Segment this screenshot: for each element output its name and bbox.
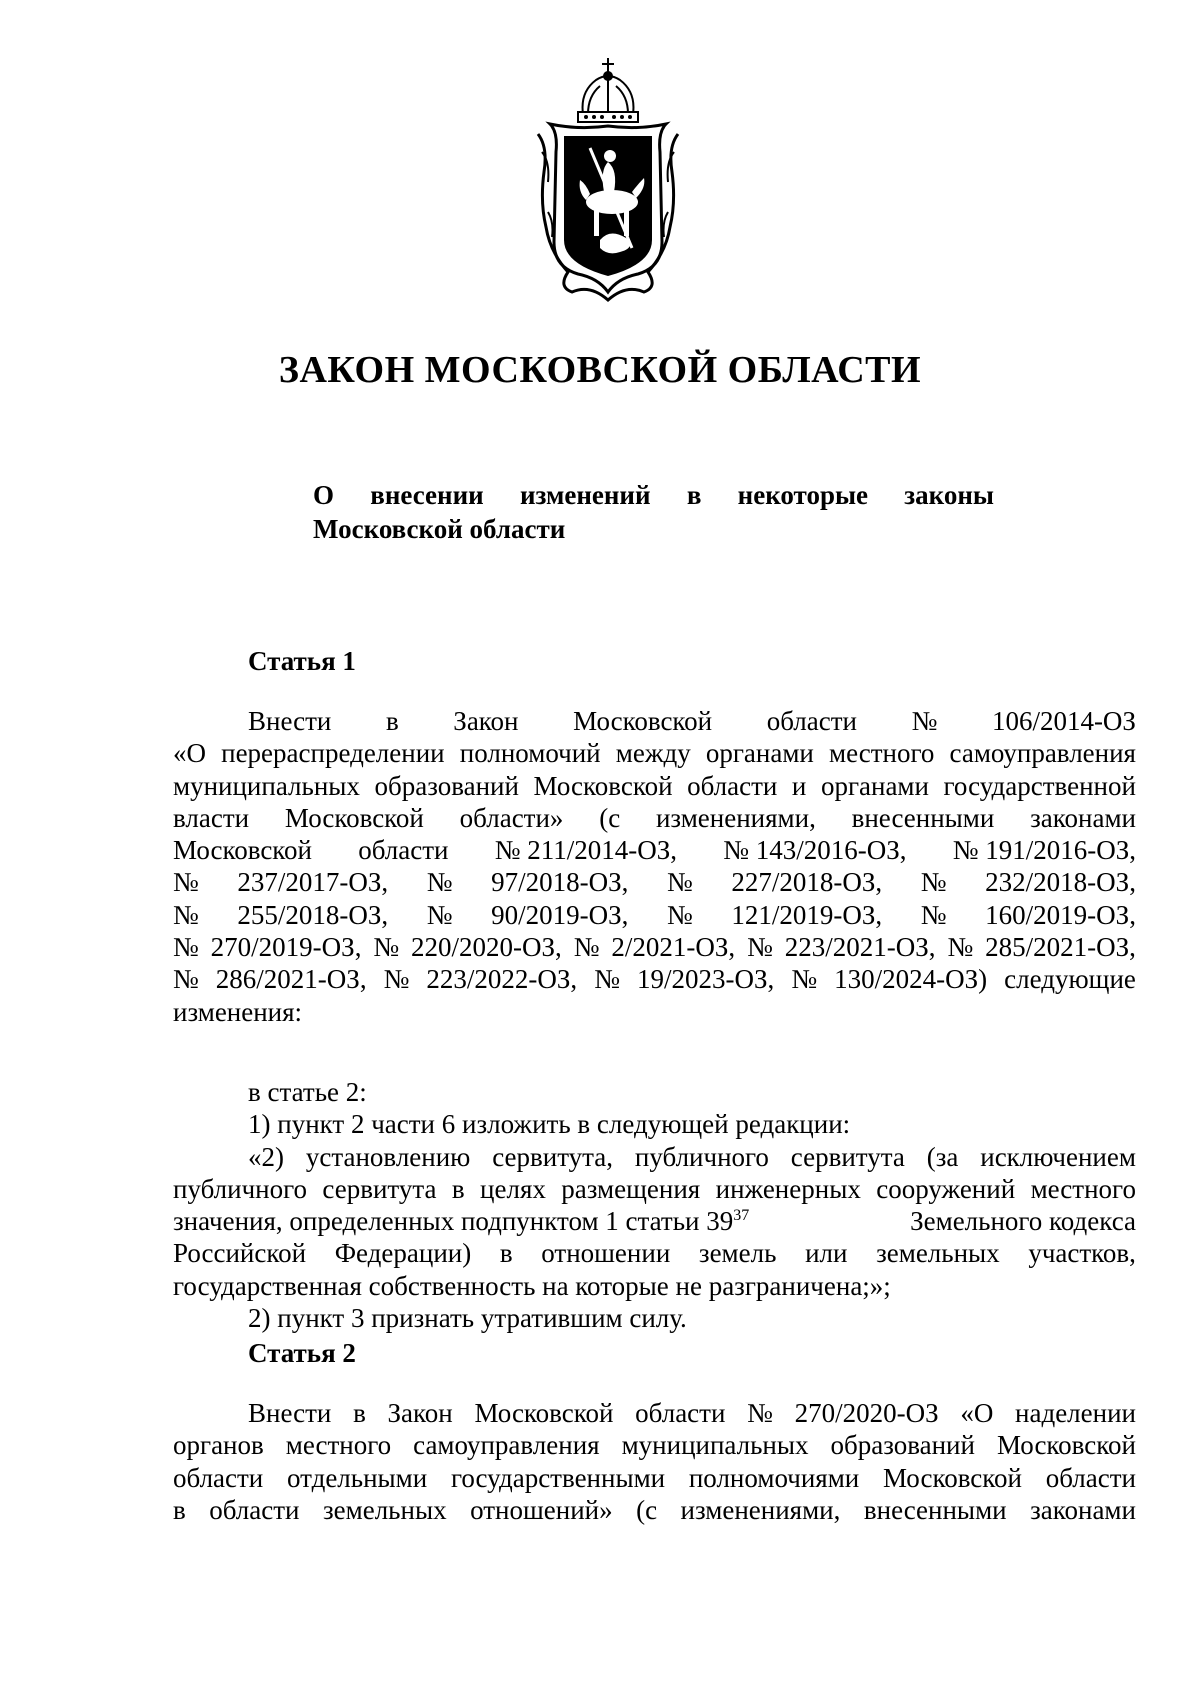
word: 270/2020-ОЗ xyxy=(794,1398,939,1428)
intro-word: 106/2014-ОЗ xyxy=(991,706,1136,736)
word: земельных xyxy=(322,1494,447,1525)
intro-word: в xyxy=(385,706,399,736)
word: местного xyxy=(1030,1173,1136,1204)
word: установлению xyxy=(305,1141,471,1172)
word: образований xyxy=(374,770,519,801)
word: № xyxy=(173,964,199,995)
word: отношении xyxy=(541,1238,671,1269)
intro-word: № xyxy=(920,867,947,898)
word: отдельными xyxy=(287,1462,428,1493)
article-1-intro xyxy=(173,705,1136,1028)
quote-text xyxy=(173,1205,749,1237)
article-2-line xyxy=(173,1429,1136,1461)
word: области xyxy=(687,770,778,801)
word: самоуправления xyxy=(949,738,1136,769)
subject-word: О xyxy=(313,480,335,510)
article-1-intro-line: изменения: xyxy=(173,996,303,1027)
coat-of-arms-emblem xyxy=(528,52,688,302)
word: публичного xyxy=(173,1173,308,1204)
word: области xyxy=(635,1398,726,1428)
word: государственными xyxy=(450,1462,666,1493)
word: в xyxy=(353,1398,366,1428)
intro-word: 237/2017-ОЗ, xyxy=(237,867,389,898)
article-1-intro-line xyxy=(173,834,1136,866)
word: внесенными xyxy=(863,1494,1007,1525)
word: № xyxy=(791,964,818,995)
word: Внести xyxy=(248,1398,332,1428)
word: и xyxy=(791,770,807,801)
item-1: 1) пункт 2 части 6 изложить в следующей редакции: xyxy=(248,1109,851,1140)
word: 223/2022-ОЗ, xyxy=(426,964,578,995)
intro-word: 121/2019-ОЗ, xyxy=(731,899,883,930)
word: области xyxy=(1045,1462,1136,1493)
word: сервитута xyxy=(322,1173,437,1204)
word: изменениями, xyxy=(680,1494,841,1525)
quote-line xyxy=(173,1173,1136,1205)
article-1-intro-line xyxy=(173,899,1136,931)
word: законами xyxy=(1030,1494,1136,1525)
word: самоуправления xyxy=(413,1430,600,1461)
word: Московской xyxy=(474,1398,614,1428)
intro-word: № xyxy=(667,867,693,898)
word: исключением xyxy=(980,1141,1136,1172)
word: публичного xyxy=(634,1141,769,1172)
intro-word: № xyxy=(667,899,693,930)
intro-word: № xyxy=(911,706,938,736)
word: или xyxy=(805,1238,848,1269)
word: 19/2023-ОЗ, xyxy=(637,964,775,995)
law-title: ЗАКОН МОСКОВСКОЙ ОБЛАСТИ xyxy=(278,349,922,391)
intro-word: внесенными xyxy=(851,802,995,833)
word: № xyxy=(173,932,199,963)
word: государственной xyxy=(943,770,1136,801)
intro-word: 255/2018-ОЗ, xyxy=(237,899,389,930)
word: № xyxy=(947,932,974,963)
intro-word: 160/2019-ОЗ, xyxy=(985,899,1136,930)
word: № xyxy=(373,932,400,963)
intro-word: Московской xyxy=(173,835,313,866)
word: размещения xyxy=(561,1173,701,1204)
subject-word: в xyxy=(686,480,702,510)
article-1-intro-line xyxy=(173,963,1136,995)
intro-word: области» xyxy=(459,802,564,833)
word: Закон xyxy=(387,1398,453,1428)
word: Федерации) xyxy=(334,1238,472,1269)
intro-word: Московской xyxy=(573,706,713,736)
intro-word: (с xyxy=(599,802,621,833)
word: полномочий xyxy=(459,738,601,769)
word: образований xyxy=(830,1430,975,1461)
word: (с xyxy=(636,1494,658,1525)
word: Московской xyxy=(533,770,673,801)
word: № xyxy=(573,932,600,963)
word: 223/2021-ОЗ, xyxy=(784,932,936,963)
intro-word: власти xyxy=(173,802,250,833)
quote-line xyxy=(173,1205,1136,1237)
intro-word: области xyxy=(766,706,857,736)
article-2-line xyxy=(173,1462,1136,1494)
word: сервитута xyxy=(790,1141,905,1172)
article-1-intro-line xyxy=(173,737,1136,769)
intro-word: Московской xyxy=(284,802,424,833)
intro-word: области xyxy=(358,835,449,866)
word: отношений» xyxy=(470,1494,613,1525)
law-subject-line-2: Московской области xyxy=(313,514,566,544)
word: следующие xyxy=(1004,964,1136,995)
subject-word: внесении xyxy=(370,480,484,510)
word: 220/2020-ОЗ, xyxy=(411,932,562,963)
article-1-intro-line xyxy=(173,770,1136,802)
word: местного xyxy=(829,738,935,769)
article-1-intro-line xyxy=(173,705,1136,737)
in-article-line: в статье 2: xyxy=(248,1077,367,1107)
word: органами xyxy=(820,770,929,801)
word: (за xyxy=(926,1141,959,1172)
word: муниципальных xyxy=(621,1430,809,1461)
superscript: 37 xyxy=(733,1207,750,1225)
quote-text: Земельного кодекса xyxy=(910,1206,1136,1237)
intro-word: 97/2018-ОЗ, xyxy=(491,867,629,898)
intro-word: № 211/2014-ОЗ, xyxy=(494,835,677,866)
word: сооружений xyxy=(876,1173,1016,1204)
word: земельных xyxy=(876,1238,1000,1269)
intro-word: № xyxy=(426,899,453,930)
article-2-line xyxy=(173,1494,1136,1526)
word: в xyxy=(499,1238,513,1269)
word: Московской xyxy=(996,1430,1136,1461)
word: местного xyxy=(285,1430,392,1461)
word: в xyxy=(451,1173,465,1204)
law-subject xyxy=(313,478,994,546)
article-2-heading: Статья 2 xyxy=(248,1338,356,1368)
word: 286/2021-ОЗ, xyxy=(215,964,367,995)
word: полномочиями xyxy=(688,1462,860,1493)
word: 2/2021-ОЗ, xyxy=(611,932,736,963)
article-1-heading: Статья 1 xyxy=(248,646,356,676)
article-2-text xyxy=(173,1397,1136,1526)
word: № xyxy=(747,932,773,963)
quote-line xyxy=(173,1141,1136,1173)
word: между xyxy=(615,738,691,769)
intro-word: № xyxy=(173,899,199,930)
intro-word: № xyxy=(426,867,453,898)
article-1-intro-line xyxy=(173,931,1136,963)
subject-word: некоторые xyxy=(737,480,869,510)
subject-word: законы xyxy=(904,480,994,510)
word: в xyxy=(173,1494,186,1525)
word: 270/2019-ОЗ, xyxy=(210,932,362,963)
word: № xyxy=(747,1398,773,1428)
intro-word: № 143/2016-ОЗ, xyxy=(723,835,907,866)
intro-word: 227/2018-ОЗ, xyxy=(731,867,883,898)
word: перераспределении xyxy=(221,738,445,769)
intro-word: законами xyxy=(1030,802,1136,833)
quote-line xyxy=(173,1237,1136,1269)
intro-word: 232/2018-ОЗ, xyxy=(985,867,1136,898)
intro-word: Закон xyxy=(453,706,519,736)
word: органами xyxy=(705,738,814,769)
intro-word: № xyxy=(920,899,947,930)
intro-word: № xyxy=(173,867,199,898)
article-1-amendments xyxy=(173,1076,1136,1334)
subject-word: изменений xyxy=(519,480,651,510)
item-2: 2) пункт 3 признать утратившим силу. xyxy=(248,1303,687,1334)
intro-word: изменениями, xyxy=(655,802,816,833)
word: 285/2021-ОЗ, xyxy=(985,932,1136,963)
word: инженерных xyxy=(715,1173,861,1204)
word: № xyxy=(383,964,410,995)
word: сервитута, xyxy=(492,1141,614,1172)
article-2-line xyxy=(173,1397,1136,1429)
law-subject-line-1 xyxy=(313,478,994,512)
word: «О xyxy=(960,1398,994,1428)
word: № xyxy=(594,964,620,995)
word: муниципальных xyxy=(173,770,360,801)
word: органов xyxy=(173,1430,264,1461)
word: участков, xyxy=(1028,1238,1136,1269)
word: наделении xyxy=(1015,1398,1136,1428)
word: земель xyxy=(698,1238,777,1269)
word: «2) xyxy=(248,1141,284,1172)
word: «О xyxy=(173,738,206,769)
word: Российской xyxy=(173,1238,307,1269)
word: области xyxy=(209,1494,300,1525)
word: 130/2024-ОЗ) xyxy=(834,964,988,995)
intro-word: № 191/2016-ОЗ, xyxy=(952,835,1136,866)
quote-text-part: значения, определенных подпунктом 1 статьи 39 xyxy=(173,1206,734,1237)
intro-word: 90/2019-ОЗ, xyxy=(491,899,629,930)
intro-word: Внести xyxy=(248,706,332,736)
article-1-intro-line xyxy=(173,802,1136,834)
quote-line: государственная собственность на которые не разграничена;»; xyxy=(173,1270,891,1301)
word: области xyxy=(173,1462,264,1493)
article-1-intro-line xyxy=(173,866,1136,898)
word: целях xyxy=(480,1173,546,1204)
word: Московской xyxy=(882,1462,1022,1493)
